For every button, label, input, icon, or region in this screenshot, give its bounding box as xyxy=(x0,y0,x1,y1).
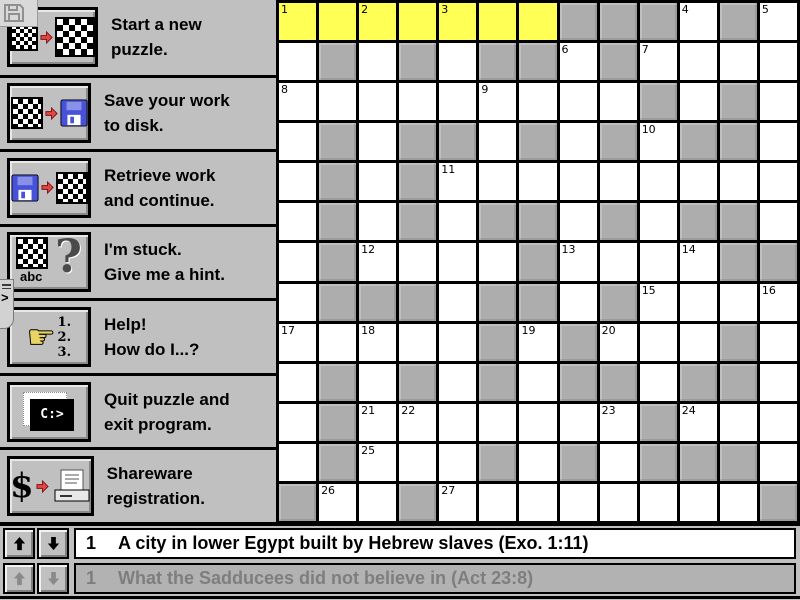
blocked-cell xyxy=(680,364,717,401)
grid-cell[interactable] xyxy=(760,43,797,80)
cell-number: 4 xyxy=(681,3,689,16)
grid-cell[interactable] xyxy=(439,243,476,280)
cell-number: 16 xyxy=(761,283,776,297)
cell-number: 6 xyxy=(561,43,569,57)
grid-icon xyxy=(16,237,48,269)
grid-cell[interactable] xyxy=(760,284,797,321)
blocked-cell xyxy=(479,203,516,240)
menu-label-help: Help! How do I...? xyxy=(104,315,200,360)
hint-button[interactable] xyxy=(7,229,91,292)
help-button[interactable] xyxy=(7,307,91,367)
grid-cell[interactable] xyxy=(439,43,476,80)
highlighted-cell[interactable] xyxy=(359,3,396,40)
cell-number: 26 xyxy=(321,483,336,497)
grid-cell[interactable] xyxy=(279,364,316,401)
floppy-overlay-icon[interactable] xyxy=(0,0,38,27)
grid-cell[interactable] xyxy=(279,284,316,321)
menu-label-save: Save your work to disk. xyxy=(104,91,230,136)
blocked-cell xyxy=(600,123,637,160)
grid-cell[interactable] xyxy=(680,284,717,321)
grid-cell[interactable] xyxy=(279,444,316,481)
grid-cell[interactable] xyxy=(439,364,476,401)
slide-out-tab[interactable] xyxy=(0,279,14,329)
across-clue-box xyxy=(74,528,796,559)
grid-cell[interactable] xyxy=(479,243,516,280)
cell-number: 18 xyxy=(361,323,376,337)
grid-cell[interactable] xyxy=(439,203,476,240)
blocked-cell xyxy=(600,43,637,80)
grid-cell[interactable] xyxy=(720,484,757,521)
blocked-cell xyxy=(399,43,436,80)
blocked-cell xyxy=(640,444,677,481)
blocked-cell xyxy=(479,284,516,321)
dollar-sign-icon: $ xyxy=(10,466,34,507)
grid-cell[interactable] xyxy=(279,43,316,80)
grid-cell[interactable] xyxy=(439,324,476,361)
blocked-cell xyxy=(720,364,757,401)
menu-row-hint xyxy=(0,224,276,299)
grid-cell[interactable] xyxy=(720,404,757,441)
up-arrow-icon xyxy=(12,536,27,551)
across-clue-number: 1 xyxy=(86,533,97,553)
red-arrow-icon xyxy=(40,31,53,44)
grid-cell[interactable] xyxy=(279,324,316,361)
blocked-cell xyxy=(720,3,757,40)
chevron-right-icon: > xyxy=(1,290,9,305)
grid-cell[interactable] xyxy=(359,484,396,521)
grid-cell[interactable] xyxy=(479,123,516,160)
blocked-cell xyxy=(640,404,677,441)
grid-cell[interactable] xyxy=(640,324,677,361)
blocked-cell xyxy=(720,243,757,280)
cell-number: 9 xyxy=(481,83,489,97)
grid-cell[interactable] xyxy=(560,163,597,200)
blocked-cell xyxy=(479,43,516,80)
blocked-cell xyxy=(519,123,556,160)
grid-cell[interactable] xyxy=(359,404,396,441)
grid-cell[interactable] xyxy=(760,83,797,120)
grid-cell[interactable] xyxy=(560,243,597,280)
numbered-list-icon: 1. 2. 3. xyxy=(57,314,72,360)
blocked-cell xyxy=(399,484,436,521)
hint-icon xyxy=(16,229,82,289)
grid-cell[interactable] xyxy=(279,203,316,240)
grid-cell[interactable] xyxy=(600,444,637,481)
grid-cell[interactable] xyxy=(680,484,717,521)
cell-number: 19 xyxy=(521,323,536,337)
menu-row-retrieve xyxy=(0,149,276,224)
floppy-disk-icon xyxy=(60,99,88,127)
grid-cell[interactable] xyxy=(680,243,717,280)
grid-cell[interactable] xyxy=(479,484,516,521)
down-arrow-icon xyxy=(46,571,61,586)
grid-cell[interactable] xyxy=(640,203,677,240)
blocked-cell xyxy=(680,123,717,160)
across-clue-bar xyxy=(0,528,800,559)
blocked-cell xyxy=(720,203,757,240)
red-arrow-icon xyxy=(45,107,58,120)
cell-number: 27 xyxy=(441,483,456,497)
grid-cell[interactable] xyxy=(640,364,677,401)
red-arrow-icon xyxy=(36,480,49,493)
menu-label-quit: Quit puzzle and exit program. xyxy=(104,389,230,434)
highlighted-cell[interactable] xyxy=(319,3,356,40)
grid-cell[interactable] xyxy=(399,404,436,441)
grid-cell[interactable] xyxy=(760,444,797,481)
blocked-cell xyxy=(519,284,556,321)
blocked-cell xyxy=(399,123,436,160)
grid-cell[interactable] xyxy=(279,83,316,120)
grid-cell[interactable] xyxy=(279,163,316,200)
menu-row-save xyxy=(0,75,276,150)
blocked-cell xyxy=(519,203,556,240)
grid-cell[interactable] xyxy=(560,203,597,240)
highlighted-cell[interactable] xyxy=(399,3,436,40)
grid-cell[interactable] xyxy=(760,364,797,401)
large-grid-icon xyxy=(55,17,95,57)
grid-cell[interactable] xyxy=(359,444,396,481)
grid-cell[interactable] xyxy=(319,484,356,521)
blocked-cell xyxy=(319,203,356,240)
grid-cell[interactable] xyxy=(519,404,556,441)
blocked-cell xyxy=(479,324,516,361)
grid-cell[interactable] xyxy=(680,163,717,200)
grid-icon xyxy=(56,172,88,204)
grid-cell[interactable] xyxy=(760,163,797,200)
across-clue-up-button[interactable] xyxy=(3,528,35,559)
across-clue-down-button[interactable] xyxy=(37,528,69,559)
blocked-cell xyxy=(720,444,757,481)
grid-cell[interactable] xyxy=(359,163,396,200)
grid-cell[interactable] xyxy=(359,324,396,361)
highlighted-cell[interactable] xyxy=(439,3,476,40)
grid-cell[interactable] xyxy=(640,484,677,521)
blocked-cell xyxy=(600,203,637,240)
menu-label-hint: I'm stuck. Give me a hint. xyxy=(104,240,225,285)
blocked-cell xyxy=(640,3,677,40)
menu-label-new-puzzle: Start a new puzzle. xyxy=(111,15,202,60)
blocked-cell xyxy=(640,83,677,120)
grid-cell[interactable] xyxy=(640,284,677,321)
grid-cell[interactable] xyxy=(760,404,797,441)
cell-number: 13 xyxy=(561,243,576,257)
grid-cell[interactable] xyxy=(319,324,356,361)
blocked-cell xyxy=(439,123,476,160)
gray-floppy-glyph xyxy=(3,3,25,23)
grid-cell[interactable] xyxy=(600,404,637,441)
retrieve-button[interactable] xyxy=(7,158,91,218)
blocked-cell xyxy=(399,364,436,401)
blocked-cell xyxy=(319,163,356,200)
cell-number: 20 xyxy=(601,323,616,337)
blocked-cell xyxy=(680,444,717,481)
grid-cell[interactable] xyxy=(399,243,436,280)
cell-number: 8 xyxy=(281,83,288,97)
grid-cell[interactable] xyxy=(439,404,476,441)
grid-icon xyxy=(11,97,43,129)
grid-cell[interactable] xyxy=(760,324,797,361)
grid-cell[interactable] xyxy=(359,83,396,120)
cell-number: 21 xyxy=(361,403,376,417)
grid-cell[interactable] xyxy=(359,123,396,160)
cell-number: 14 xyxy=(681,243,696,257)
grid-cell[interactable] xyxy=(359,243,396,280)
blocked-cell xyxy=(319,123,356,160)
abc-label: abc xyxy=(20,269,43,285)
grid-cell[interactable] xyxy=(439,83,476,120)
blocked-cell xyxy=(560,324,597,361)
red-arrow-icon xyxy=(41,181,54,194)
blocked-cell xyxy=(600,364,637,401)
blocked-cell xyxy=(680,203,717,240)
grid-cell[interactable] xyxy=(600,324,637,361)
menu-label-retrieve: Retrieve work and continue. xyxy=(104,165,216,210)
blocked-cell xyxy=(560,444,597,481)
cell-number: 11 xyxy=(441,163,456,177)
grid-cell[interactable] xyxy=(439,163,476,200)
grid-cell[interactable] xyxy=(359,364,396,401)
grid-cell[interactable] xyxy=(279,243,316,280)
blocked-cell xyxy=(359,284,396,321)
blocked-cell xyxy=(600,284,637,321)
cell-number: 5 xyxy=(761,3,769,16)
save-button[interactable] xyxy=(7,83,91,143)
grid-cell[interactable] xyxy=(319,83,356,120)
grid-cell[interactable] xyxy=(279,123,316,160)
dos-window-icon xyxy=(21,390,77,434)
menu-row-quit xyxy=(0,373,276,448)
small-grid-icon xyxy=(10,23,38,51)
grid-cell[interactable] xyxy=(560,484,597,521)
up-arrow-icon xyxy=(12,571,27,586)
blocked-cell xyxy=(760,243,797,280)
grid-cell[interactable] xyxy=(680,324,717,361)
grid-cell[interactable] xyxy=(720,43,757,80)
cell-number: 24 xyxy=(681,403,696,417)
blocked-cell xyxy=(560,364,597,401)
grid-cell[interactable] xyxy=(399,83,436,120)
cell-number: 22 xyxy=(401,403,416,417)
grid-cell[interactable] xyxy=(720,284,757,321)
blocked-cell xyxy=(319,404,356,441)
grid-cell[interactable] xyxy=(439,284,476,321)
grid-cell[interactable] xyxy=(519,83,556,120)
down-clue-text: What the Sadducees did not believe in (Act 23:8) xyxy=(118,568,534,588)
menu-row-register xyxy=(0,447,276,522)
grid-cell[interactable] xyxy=(640,123,677,160)
grid-cell[interactable] xyxy=(720,163,757,200)
grid-cell[interactable] xyxy=(640,163,677,200)
highlighted-cell[interactable] xyxy=(519,3,556,40)
grid-cell[interactable] xyxy=(519,444,556,481)
quit-button[interactable] xyxy=(7,382,91,442)
blocked-cell xyxy=(319,284,356,321)
pointing-hand-icon: ☛ xyxy=(26,319,56,356)
cell-number: 17 xyxy=(281,323,295,337)
grid-cell[interactable] xyxy=(519,484,556,521)
grid-cell[interactable] xyxy=(680,3,717,40)
grid-cell[interactable] xyxy=(519,324,556,361)
dos-prompt-text: C:> xyxy=(30,399,74,431)
crossword-grid xyxy=(276,0,800,524)
blocked-cell xyxy=(279,484,316,521)
down-clue-box xyxy=(74,563,796,594)
cell-number: 7 xyxy=(641,43,649,57)
blocked-cell xyxy=(560,3,597,40)
question-mark-icon: ? xyxy=(55,229,82,284)
grid-cell[interactable] xyxy=(760,203,797,240)
grid-cell[interactable] xyxy=(680,43,717,80)
grid-cell[interactable] xyxy=(560,123,597,160)
floppy-disk-icon xyxy=(11,174,39,202)
grid-cell[interactable] xyxy=(560,284,597,321)
across-clue-text: A city in lower Egypt built by Hebrew slaves (Exo. 1:11) xyxy=(118,533,589,553)
grid-cell[interactable] xyxy=(640,43,677,80)
down-clue-down-button[interactable] xyxy=(37,563,69,594)
menu-label-register: Shareware registration. xyxy=(106,464,205,509)
grid-cell[interactable] xyxy=(600,484,637,521)
highlighted-cell[interactable] xyxy=(279,3,316,40)
grid-cell[interactable] xyxy=(600,163,637,200)
grid-cell[interactable] xyxy=(479,163,516,200)
blocked-cell xyxy=(479,364,516,401)
down-clue-bar xyxy=(0,563,800,594)
cell-number: 1 xyxy=(281,3,288,16)
blocked-cell xyxy=(600,3,637,40)
grid-cell[interactable] xyxy=(560,404,597,441)
printer-icon xyxy=(51,468,91,504)
grid-cell[interactable] xyxy=(479,404,516,441)
highlighted-cell[interactable] xyxy=(479,3,516,40)
grid-cell[interactable] xyxy=(399,324,436,361)
grid-cell[interactable] xyxy=(359,43,396,80)
cell-number: 2 xyxy=(361,3,369,16)
grid-cell[interactable] xyxy=(680,404,717,441)
grid-cell[interactable] xyxy=(519,364,556,401)
grid-cell[interactable] xyxy=(760,3,797,40)
grid-cell[interactable] xyxy=(760,123,797,160)
sidebar-menu xyxy=(0,0,276,522)
down-clue-number: 1 xyxy=(86,568,97,588)
divider xyxy=(0,596,800,599)
menu-row-new-puzzle xyxy=(0,0,276,75)
blocked-cell xyxy=(319,444,356,481)
grid-cell[interactable] xyxy=(560,43,597,80)
blocked-cell xyxy=(399,163,436,200)
divider xyxy=(0,522,800,526)
blocked-cell xyxy=(319,243,356,280)
grid-cell[interactable] xyxy=(680,83,717,120)
grid-cell[interactable] xyxy=(640,243,677,280)
blocked-cell xyxy=(319,43,356,80)
blocked-cell xyxy=(519,43,556,80)
grid-cell[interactable] xyxy=(600,83,637,120)
grid-cell[interactable] xyxy=(439,484,476,521)
blocked-cell xyxy=(720,123,757,160)
blocked-cell xyxy=(720,83,757,120)
cell-number: 3 xyxy=(441,3,449,16)
grid-cell[interactable] xyxy=(600,243,637,280)
blocked-cell xyxy=(720,324,757,361)
grid-cell[interactable] xyxy=(359,203,396,240)
cell-number: 25 xyxy=(361,443,376,457)
cell-number: 23 xyxy=(601,403,616,417)
grid-cell[interactable] xyxy=(560,83,597,120)
grid-cell[interactable] xyxy=(399,444,436,481)
cell-number: 15 xyxy=(641,283,656,297)
cell-number: 12 xyxy=(361,243,376,257)
blocked-cell xyxy=(399,284,436,321)
grid-cell[interactable] xyxy=(479,83,516,120)
tab-grip xyxy=(2,284,11,289)
down-arrow-icon xyxy=(46,536,61,551)
grid-cell[interactable] xyxy=(519,163,556,200)
register-button[interactable] xyxy=(7,456,94,516)
cell-number: 10 xyxy=(641,123,656,137)
blocked-cell xyxy=(519,243,556,280)
grid-cell[interactable] xyxy=(439,444,476,481)
menu-row-help xyxy=(0,298,276,373)
grid-cell[interactable] xyxy=(279,404,316,441)
blocked-cell xyxy=(760,484,797,521)
down-clue-up-button[interactable] xyxy=(3,563,35,594)
blocked-cell xyxy=(399,203,436,240)
blocked-cell xyxy=(319,364,356,401)
blocked-cell xyxy=(479,444,516,481)
